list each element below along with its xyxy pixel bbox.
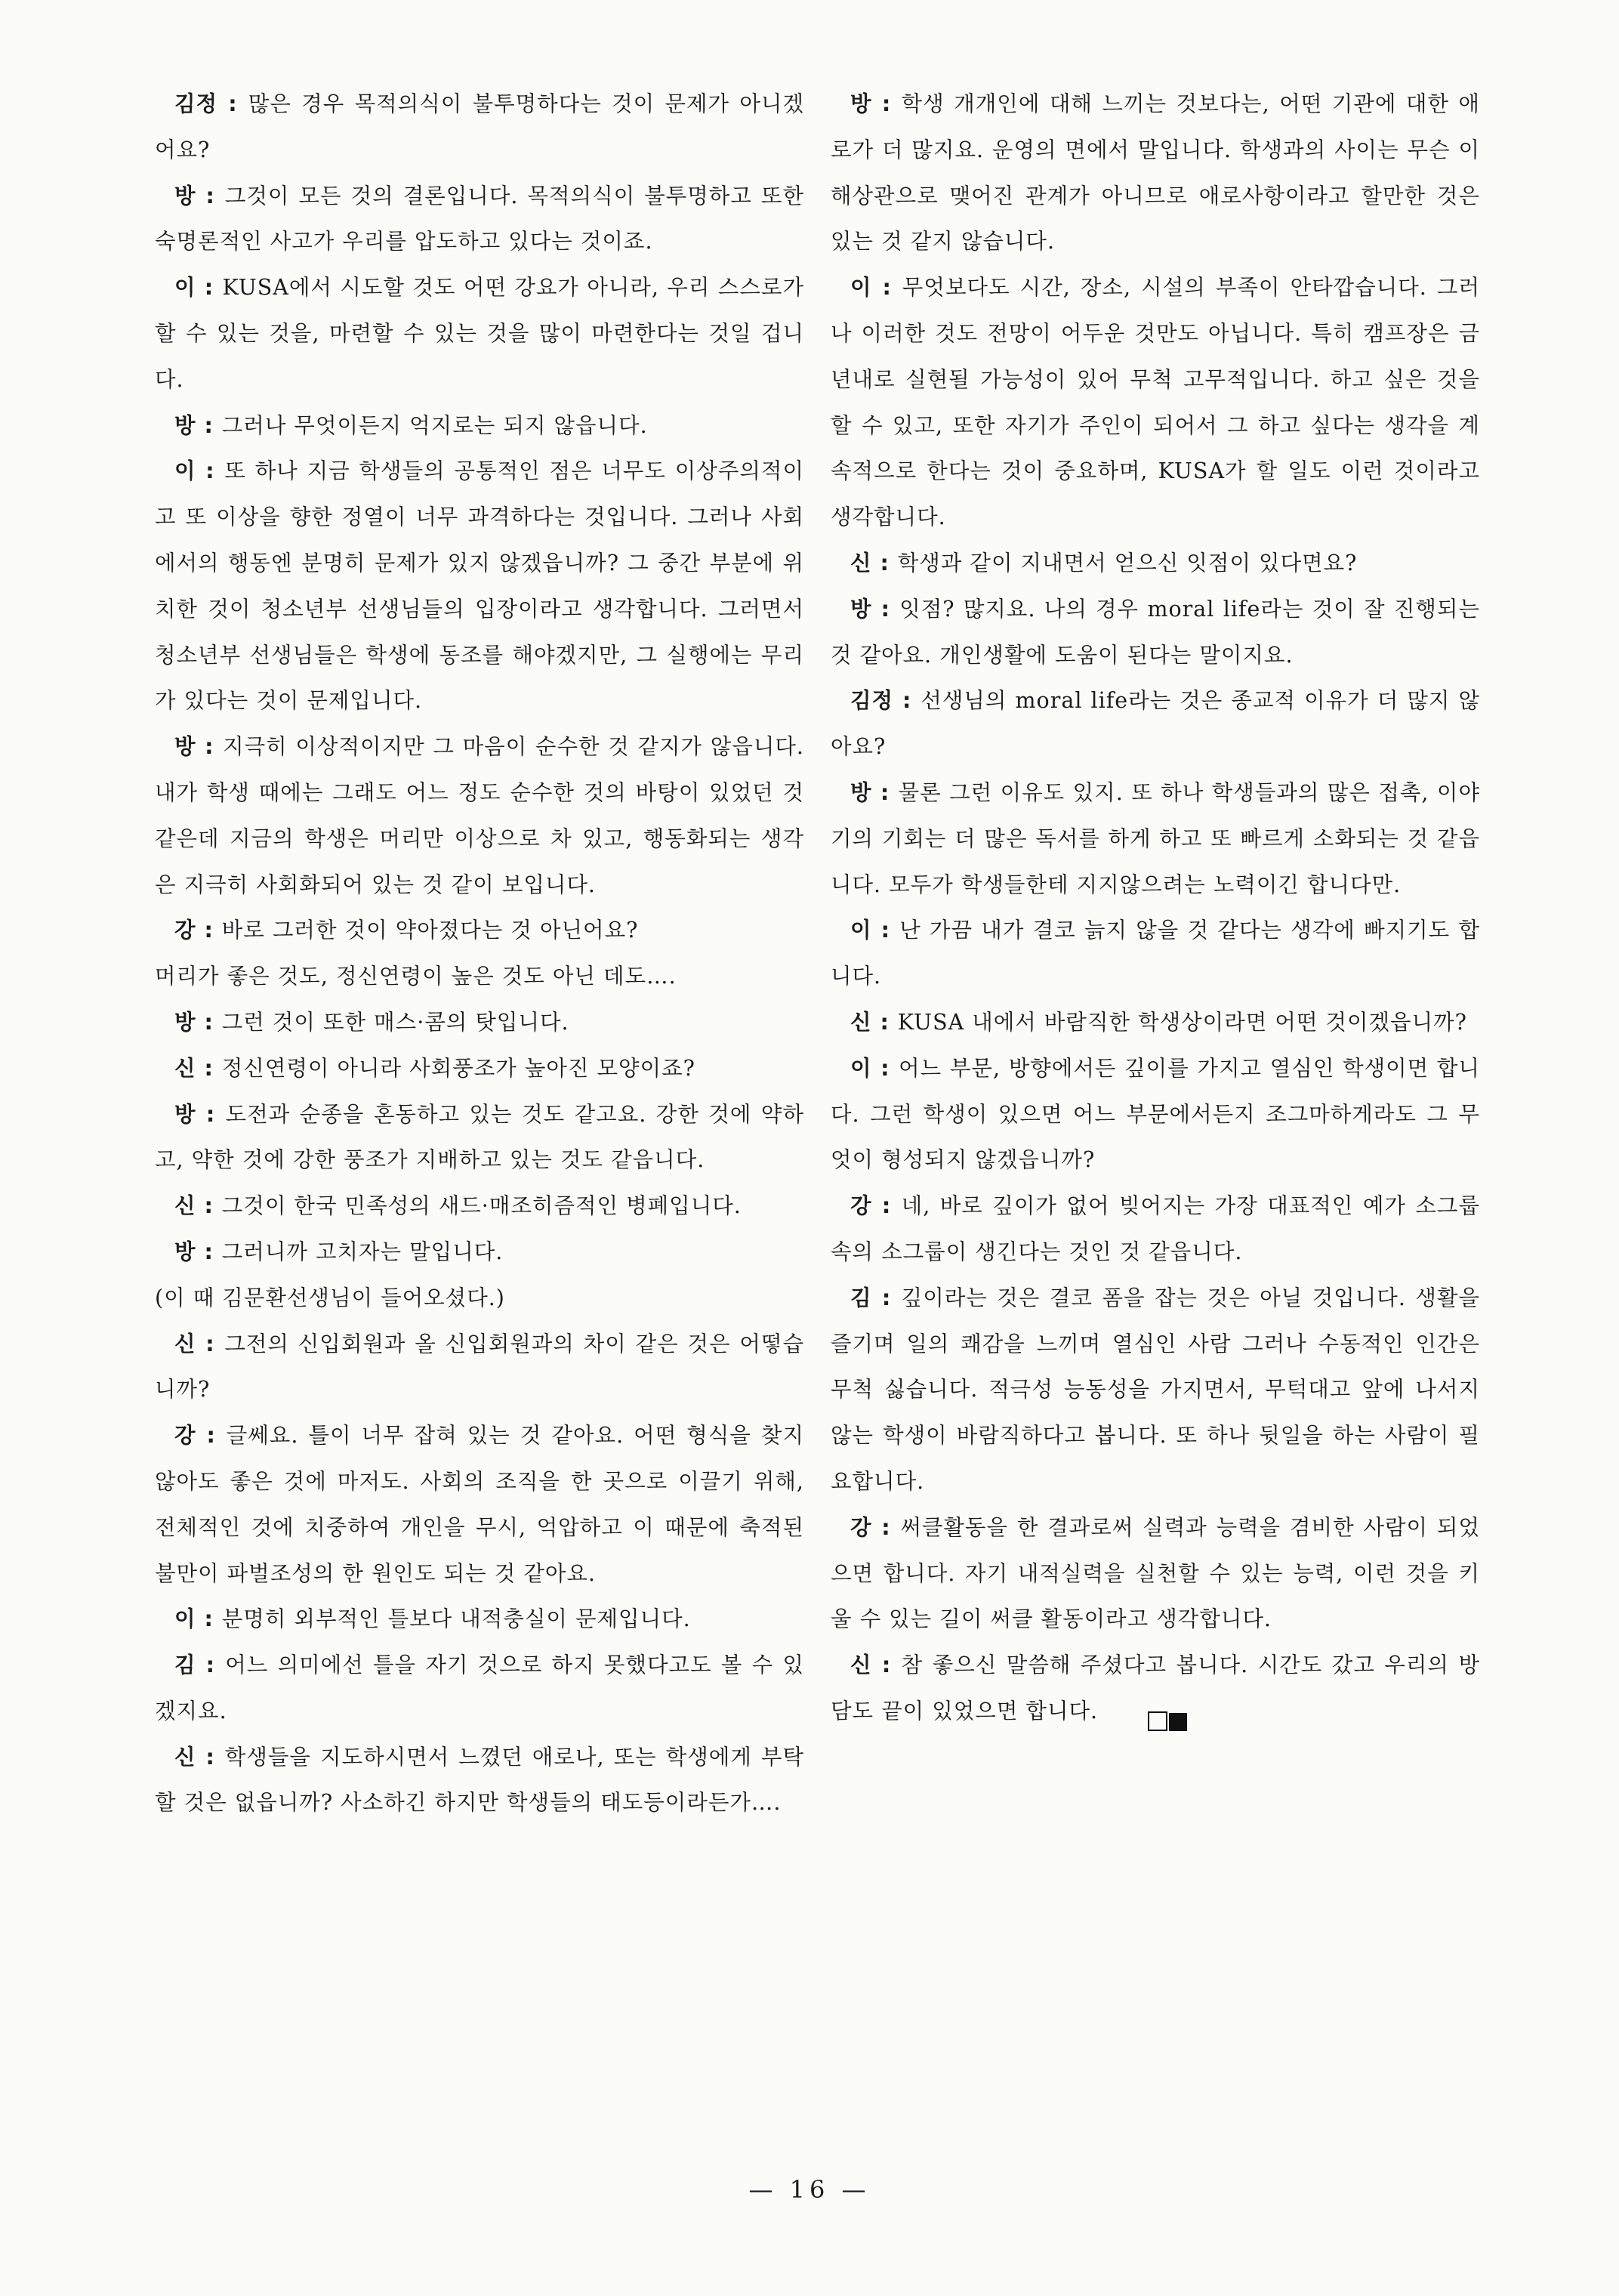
speaker-colon: : (196, 1606, 222, 1632)
dialogue-text: 그것이 모든 것의 결론입니다. 목적의식이 불투명하고 또한 숙명론적인 사고가 우리를 압도하고 있다는 것이죠. (155, 183, 804, 255)
speaker-name: 이 (174, 1606, 196, 1632)
dialogue-text: 정신연령이 아니라 사회풍조가 높아진 모양이죠? (221, 1055, 695, 1081)
dialogue-paragraph (831, 1643, 1480, 1735)
end-mark-icon (1128, 1702, 1187, 1723)
dialogue-text: KUSA 내에서 바람직한 학생상이라면 어떤 것이겠읍니까? (897, 1009, 1467, 1035)
speaker-name: 방 (174, 1101, 196, 1127)
dialogue-paragraph (831, 1276, 1480, 1505)
dialogue-text: 무엇보다도 시간, 장소, 시설의 부족이 안타깝습니다. 그러나 이러한 것도 전망이 어두운 것만도 아닙니다. 특히 캠프장은 금년내로 실현될 가능성이 있어 무척 고무적입니다. 하고 싶은 것을 할 수 있고, 또한 자기가 주인이 되어서 그 하고 싶다는 생각을 계속적으로 한다는 것이 중요하며, KUSA가 할 일도 이런 것이라고 생각합니다. (831, 275, 1480, 530)
dialogue-text: KUSA에서 시도할 것도 어떤 강요가 아니라, 우리 스스로가 할 수 있는 것을, 마련할 수 있는 것을 많이 마련한다는 것일 겁니다. (155, 275, 804, 392)
dialogue-paragraph (155, 1230, 804, 1276)
dialogue-text: 써클활동을 한 결과로써 실력과 능력을 겸비한 사람이 되었으면 합니다. 자기 내적실력을 실천할 수 있는 능력, 이런 것을 키울 수 있는 길이 써클 활동이라고 생각합니다. (831, 1514, 1480, 1632)
speaker-colon: : (871, 779, 899, 805)
dialogue-text: 그러니까 고치자는 말입니다. (221, 1239, 504, 1264)
speaker-colon: : (196, 1009, 222, 1035)
dialogue-text: 참 좋으신 말씀해 주셨다고 봅니다. 시간도 갔고 우리의 방담도 끝이 있었으면 합니다. (831, 1653, 1480, 1724)
speaker-colon: : (871, 1009, 898, 1035)
dialogue-text: 난 가끔 내가 결코 늙지 않을 것 같다는 생각에 빠지기도 합니다. (831, 918, 1481, 989)
dialogue-paragraph (155, 265, 804, 403)
speaker-colon: : (196, 1653, 226, 1678)
dialogue-paragraph (155, 1276, 804, 1322)
speaker-colon: : (871, 1285, 902, 1310)
dialogue-text: 학생들을 지도하시면서 느꼈던 애로나, 또는 학생에게 부탁할 것은 없읍니까? 사소하긴 하지만 학생들의 태도등이라든가…. (155, 1744, 804, 1816)
dialogue-paragraph (831, 541, 1480, 587)
speaker-colon: : (871, 1514, 901, 1540)
speaker-name: 이 (850, 1055, 872, 1081)
dialogue-text: 깊이라는 것은 결코 폼을 잡는 것은 아닐 것입니다. 생활을 즐기며 일의 쾌감을 느끼며 열심인 사람 그러나 수동적인 인간은 무척 싫습니다. 적극성 능동성을 가지면서, 무턱대고 앞에 나서지 않는 학생이 바람직하다고 봅니다. 또 하나 뒷일을 하는 사람이 필요합니다. (831, 1285, 1480, 1494)
dialogue-paragraph (155, 1597, 804, 1643)
dialogue-paragraph (155, 954, 804, 1000)
speaker-colon: : (217, 91, 248, 116)
dialogue-paragraph (155, 82, 804, 174)
dialogue-text: 그런 것이 또한 매스·콤의 탓입니다. (221, 1009, 569, 1035)
speaker-colon: : (871, 1193, 902, 1219)
dialogue-paragraph (155, 908, 804, 954)
dialogue-paragraph (155, 724, 804, 908)
dialogue-paragraph (155, 449, 804, 724)
speaker-name: 신 (850, 1653, 872, 1678)
dialogue-paragraph (831, 908, 1480, 1000)
dialogue-paragraph (831, 1183, 1480, 1276)
dialogue-text: 네, 바로 깊이가 없어 빚어지는 가장 대표적인 예가 소그룹속의 소그룹이 생긴다는 것인 것 같읍니다. (831, 1193, 1480, 1264)
speaker-name: 방 (174, 1009, 196, 1035)
dialogue-paragraph (831, 770, 1480, 908)
dialogue-text: 많은 경우 목적의식이 불투명하다는 것이 문제가 아니겠어요? (155, 91, 804, 162)
dialogue-text: 선생님의 moral life라는 것은 종교적 이유가 더 많지 않아요? (831, 688, 1480, 760)
speaker-colon: : (196, 1744, 225, 1770)
left-column (155, 82, 804, 1826)
dialogue-text: 잇점? 많지요. 나의 경우 moral life라는 것이 잘 진행되는 것 같아요. 개인생활에 도움이 된다는 말이지요. (831, 596, 1480, 668)
dialogue-paragraph (155, 1643, 804, 1735)
speaker-name: 신 (174, 1055, 196, 1081)
dialogue-text: 학생 개개인에 대해 느끼는 것보다는, 어떤 기관에 대한 애로가 더 많지요. 운영의 면에서 말입니다. 학생과의 사이는 무슨 이해상관으로 맺어진 관계가 아니므로 애로사항이라고 할만한 것은 있는 것 같지 않습니다. (831, 91, 1480, 255)
speaker-name: 이 (174, 275, 196, 301)
speaker-name: 이 (850, 918, 872, 943)
speaker-name: 강 (174, 1423, 196, 1449)
dialogue-text: 분명히 외부적인 틀보다 내적충실이 문제입니다. (221, 1606, 691, 1632)
dialogue-paragraph (831, 1000, 1480, 1046)
speaker-name: 이 (174, 458, 196, 484)
speaker-colon: : (871, 91, 902, 116)
right-column (831, 82, 1480, 1735)
page-number: — 16 — (748, 2175, 871, 2204)
speaker-name: 이 (850, 275, 872, 301)
speaker-colon: : (196, 1055, 222, 1081)
speaker-name: 방 (174, 734, 196, 760)
dialogue-paragraph (831, 1505, 1480, 1643)
dialogue-paragraph (831, 265, 1480, 541)
speaker-name: 방 (174, 412, 196, 438)
speaker-colon: : (893, 688, 921, 714)
speaker-colon: : (871, 1055, 899, 1081)
speaker-name: 김정 (174, 91, 218, 116)
speaker-colon: : (196, 1101, 226, 1127)
dialogue-paragraph (155, 174, 804, 266)
speaker-name: 강 (174, 918, 196, 943)
dialogue-text: 학생과 같이 지내면서 얻으신 잇점이 있다면요? (897, 550, 1358, 576)
dialogue-text: (이 때 김문환선생님이 들어오셨다.) (155, 1285, 505, 1310)
dialogue-paragraph (155, 1735, 804, 1827)
dialogue-paragraph (155, 1183, 804, 1230)
speaker-colon: : (196, 412, 222, 438)
speaker-colon: : (196, 458, 225, 484)
speaker-colon: : (871, 275, 902, 301)
dialogue-paragraph (831, 82, 1480, 265)
speaker-name: 김 (850, 1285, 872, 1310)
dialogue-text: 글쎄요. 틀이 너무 잡혀 있는 것 같아요. 어떤 형식을 찾지 않아도 좋은 것에 마저도. 사회의 조직을 한 곳으로 이끌기 위해, 전체적인 것에 치중하여 개인을 무시, 억압하고 이 때문에 축적된 불만이 파벌조성의 한 원인도 되는 것 같아요. (155, 1423, 804, 1586)
speaker-name: 강 (850, 1193, 872, 1219)
dialogue-text: 지극히 이상적이지만 그 마음이 순수한 것 같지가 않읍니다. 내가 학생 때에는 그래도 어느 정도 순수한 것의 바탕이 있었던 것 같은데 지금의 학생은 머리만 이상으로 차 있고, 행동화되는 생각은 지극히 사회화되어 있는 것 같이 보입니다. (155, 734, 804, 897)
dialogue-text: 어느 의미에선 틀을 자기 것으로 하지 못했다고도 볼 수 있겠지요. (155, 1653, 805, 1724)
dialogue-paragraph (831, 587, 1480, 679)
speaker-name: 방 (850, 91, 872, 116)
dialogue-paragraph (155, 1092, 804, 1184)
speaker-name: 신 (850, 1009, 872, 1035)
dialogue-paragraph (155, 403, 804, 449)
dialogue-paragraph (155, 1046, 804, 1092)
dialogue-text: 어느 부문, 방향에서든 깊이를 가지고 열심인 학생이면 합니다. 그런 학생이 있으면 어느 부문에서든지 조그마하게라도 그 무엇이 형성되지 않겠읍니까? (831, 1055, 1480, 1173)
dialogue-text: 물론 그런 이유도 있지. 또 하나 학생들과의 많은 접촉, 이야기의 기회는 더 많은 독서를 하게 하고 또 빠르게 소화되는 것 같읍니다. 모두가 학생들한테 지지않으려는 노력이긴 합니다만. (831, 779, 1480, 897)
dialogue-paragraph (831, 678, 1480, 770)
dialogue-text: 또 하나 지금 학생들의 공통적인 점은 너무도 이상주의적이고 또 이상을 향한 정열이 너무 과격하다는 것입니다. 그러나 사회에서의 행동엔 분명히 문제가 있지 않겠읍니까? 그 중간 부분에 위치한 것이 청소년부 선생님들의 입장이라고 생각합니다. 그러면서 청소년부 선생님들은 학생에 동조를 해야겠지만, 그 실행에는 무리가 있다는 것이 문제입니다. (155, 458, 804, 714)
speaker-name: 방 (174, 1239, 196, 1264)
speaker-colon: : (196, 1193, 222, 1219)
dialogue-text: 그전의 신입회원과 올 신입회원과의 차이 같은 것은 어떻습니까? (155, 1331, 804, 1403)
speaker-name: 김정 (850, 688, 894, 714)
dialogue-paragraph (155, 1413, 804, 1597)
dialogue-text: 그것이 한국 민족성의 새드·매조히즘적인 병폐입니다. (221, 1193, 742, 1219)
speaker-name: 김 (174, 1653, 196, 1678)
speaker-name: 신 (174, 1193, 196, 1219)
speaker-colon: : (196, 1239, 222, 1264)
speaker-colon: : (196, 183, 225, 208)
dialogue-paragraph (155, 1322, 804, 1414)
dialogue-text: 바로 그러한 것이 약아졌다는 것 아닌어요? (221, 918, 639, 943)
speaker-name: 방 (850, 779, 872, 805)
speaker-colon: : (196, 734, 224, 760)
speaker-name: 강 (850, 1514, 872, 1540)
speaker-name: 신 (174, 1331, 196, 1356)
speaker-name: 신 (174, 1744, 196, 1770)
speaker-colon: : (871, 918, 900, 943)
speaker-name: 방 (850, 596, 872, 622)
dialogue-paragraph (831, 1046, 1480, 1183)
dialogue-text: 도전과 순종을 혼동하고 있는 것도 같고요. 강한 것에 약하고, 약한 것에 강한 풍조가 지배하고 있는 것도 같읍니다. (155, 1101, 804, 1173)
dialogue-text: 그러나 무엇이든지 억지로는 되지 않읍니다. (221, 412, 648, 438)
dialogue-text: 머리가 좋은 것도, 정신연령이 높은 것도 아닌 데도…. (155, 964, 677, 989)
speaker-colon: : (871, 596, 900, 622)
speaker-colon: : (196, 1423, 227, 1449)
speaker-colon: : (871, 550, 898, 576)
dialogue-paragraph (155, 1000, 804, 1046)
speaker-colon: : (871, 1653, 902, 1678)
speaker-colon: : (196, 1331, 225, 1356)
speaker-colon: : (196, 275, 223, 301)
speaker-colon: : (196, 918, 222, 943)
speaker-name: 방 (174, 183, 196, 208)
speaker-name: 신 (850, 550, 872, 576)
